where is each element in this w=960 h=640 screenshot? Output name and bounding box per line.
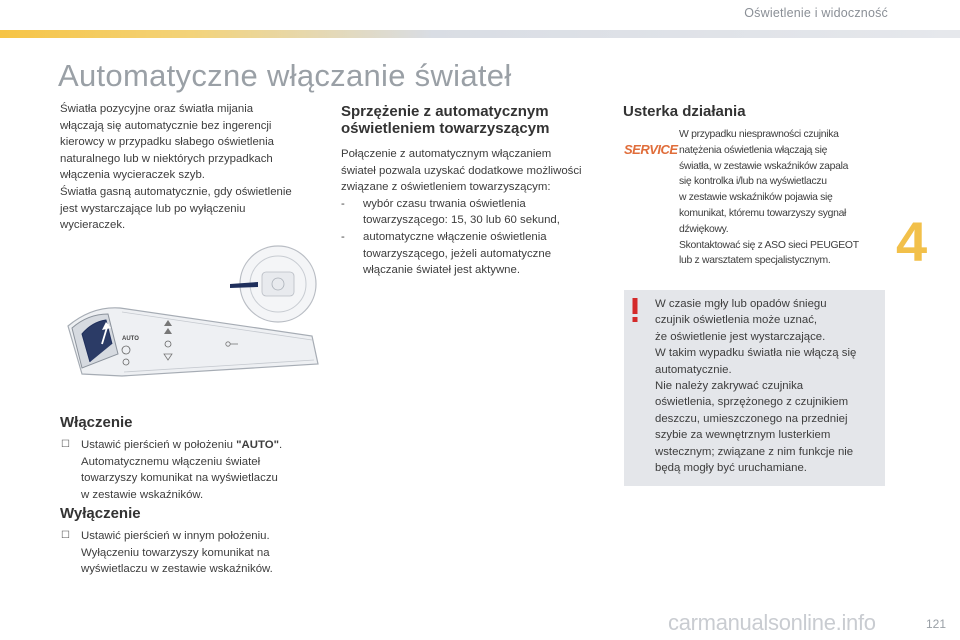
- coupling-line: Połączenie z automatycznym włączaniem: [341, 148, 552, 160]
- warning-line: że oświetlenie jest wystarczające.: [655, 330, 826, 343]
- intro-line: wycieraczek.: [60, 219, 126, 232]
- malfunction-heading: Usterka działania: [623, 103, 746, 120]
- warning-text: [655, 296, 880, 476]
- warning-line: wstecznym; związane z nim funkcje nie: [655, 445, 854, 458]
- malfunction-line: się kontrolka i/lub na wyświetlaczu: [679, 176, 827, 188]
- intro-line: naturalnego lub w niektórych przypadkach: [60, 152, 273, 165]
- coupling-list-item: [341, 196, 611, 229]
- service-warning-icon: SERVICE: [624, 142, 678, 157]
- coupling-item-line: towarzyszącego, jeżeli automatyczne: [363, 247, 552, 260]
- intro-line: Światła pozycyjne oraz światła mijania: [60, 103, 254, 115]
- coupling-line: związane z oświetleniem towarzyszącym:: [341, 181, 551, 194]
- checkbox-bullet-icon: ☐: [61, 530, 70, 541]
- malfunction-line: lub z warsztatem specjalistycznym.: [679, 255, 831, 267]
- switch-on-item: [61, 437, 311, 503]
- dash-bullet: -: [341, 197, 345, 210]
- intro-text: [60, 101, 310, 234]
- switch-on-heading: Włączenie: [60, 414, 133, 431]
- page-title: Automatyczne włączanie świateł: [58, 58, 512, 93]
- coupling-section: [341, 103, 611, 279]
- warning-line: czujnik oświetlenia może uznać,: [655, 314, 818, 327]
- coupling-item-line: wybór czasu trwania oświetlenia: [363, 197, 526, 210]
- coupling-item-line: towarzyszącego: 15, 30 lub 60 sekund,: [363, 214, 560, 227]
- warning-line: automatycznie.: [655, 363, 732, 376]
- malfunction-text: [679, 127, 894, 269]
- malfunction-line: dźwiękowy.: [679, 223, 729, 235]
- switch-on-line: Automatycznemu włączeniu świateł: [81, 455, 261, 468]
- coupling-heading: [341, 103, 611, 137]
- watermark: carmanualsonline.info: [668, 610, 876, 635]
- warning-line: oświetlenia, sprzężonego z czujnikiem: [655, 396, 849, 409]
- warning-line: Nie należy zakrywać czujnika: [655, 380, 804, 393]
- coupling-heading-line: Sprzężenie z automatycznym: [341, 103, 549, 120]
- intro-line: włączają się automatycznie bez ingerencji: [60, 119, 272, 132]
- switch-off-line: Ustawić pierścień w innym położeniu.: [81, 530, 270, 542]
- malfunction-line: natężenia oświetlenia włączają się: [679, 144, 828, 156]
- coupling-paragraph: [341, 146, 611, 279]
- malfunction-line: światła, w zestawie wskaźników zapala: [679, 160, 849, 172]
- malfunction-line: W przypadku niesprawności czujnika: [679, 129, 839, 140]
- coupling-item-line: włączanie świateł jest aktywne.: [363, 264, 521, 277]
- checkbox-bullet-icon: ☐: [61, 439, 70, 450]
- coupling-list-item: [341, 229, 611, 279]
- warning-line: W czasie mgły lub opadów śniegu: [655, 298, 827, 310]
- lighting-stalk-illustration: [62, 244, 320, 384]
- intro-line: kierowcy w przypadku słabego oświetlenia: [60, 136, 274, 149]
- auto-label: AUTO: [122, 336, 139, 342]
- chapter-number: 4: [896, 210, 928, 273]
- header-gradient-bar: [0, 30, 960, 38]
- coupling-line: świateł pozwala uzyskać dodatkowe możliwości: [341, 164, 582, 177]
- intro-line: Światła gasną automatycznie, gdy oświetlenie: [60, 185, 292, 198]
- switch-off-item: [61, 528, 311, 578]
- dash-bullet: -: [341, 230, 345, 243]
- switch-off-line: Wyłączeniu towarzyszy komunikat na: [81, 546, 270, 559]
- page-number: 121: [926, 617, 947, 631]
- intro-line: włączenia wycieraczek szyb.: [60, 169, 205, 182]
- auto-position-label: "AUTO": [236, 439, 279, 451]
- coupling-heading-line: oświetleniem towarzyszącym: [341, 120, 550, 137]
- switch-off-heading: Wyłączenie: [60, 505, 141, 522]
- switch-on-line: towarzyszy komunikat na wyświetlaczu: [81, 472, 278, 485]
- malfunction-line: komunikat, któremu towarzyszy sygnał: [679, 207, 847, 219]
- intro-line: jest wystarczające lub po wyłączeniu: [60, 202, 246, 215]
- warning-line: będą mogły być uruchamiane.: [655, 462, 807, 475]
- punctuation: .: [278, 439, 283, 451]
- switch-on-line: w zestawie wskaźników.: [81, 488, 204, 501]
- malfunction-line: Skontaktować się z ASO sieci PEUGEOT: [679, 239, 859, 251]
- switch-on-text: Ustawić pierścień w położeniu: [81, 439, 237, 451]
- exclamation-icon: [632, 298, 638, 322]
- malfunction-line: w zestawie wskaźników pojawia się: [679, 192, 833, 204]
- warning-line: deszczu, umieszczonego na przedniej: [655, 412, 848, 425]
- warning-line: szybie za wewnętrznym lusterkiem: [655, 429, 831, 442]
- warning-line: W takim wypadku światła nie włączą się: [655, 347, 857, 360]
- section-title: Oświetlenie i widoczność: [744, 6, 888, 20]
- coupling-item-line: automatyczne włączenie oświetlenia: [363, 230, 547, 243]
- switch-off-line: wyświetlaczu w zestawie wskaźników.: [81, 563, 273, 576]
